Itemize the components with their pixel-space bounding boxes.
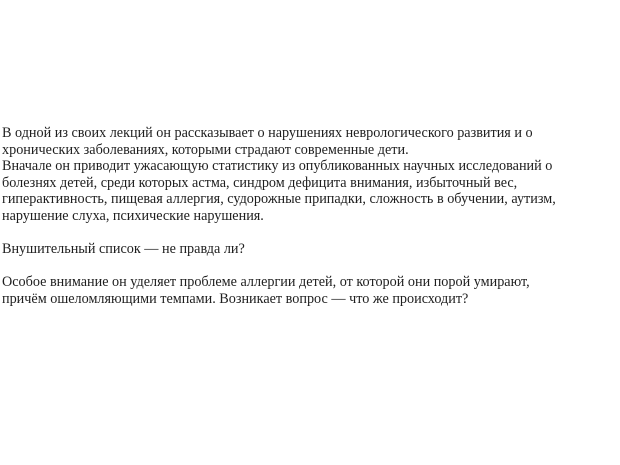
paragraph-2-line-1: Вначале он приводит ужасающую статистику из опубликованных научных исследований о [2, 158, 553, 175]
paragraph-1-line-2: хронических заболеваниях, которыми страдают современные дети. [2, 141, 409, 158]
paragraph-4-line-1: Особое внимание он уделяет проблеме аллергии детей, от которой они порой умирают, [2, 274, 530, 291]
document-body [2, 125, 614, 308]
paragraph-spacer [2, 258, 614, 275]
paragraph-spacer [2, 225, 614, 242]
paragraph-2-line-2: болезнях детей, среди которых астма, синдром дефицита внимания, избыточный вес, [2, 174, 518, 191]
paragraph-4-line-2: причём ошеломляющими темпами. Возникает вопрос — что же происходит? [2, 290, 469, 307]
paragraph-2-line-3: гиперактивность, пищевая аллергия, судорожные припадки, сложность в обучении, аутизм, [2, 191, 556, 208]
paragraph-2-line-4: нарушение слуха, психические нарушения. [2, 207, 264, 224]
paragraph-1-line-1: В одной из своих лекций он рассказывает о нарушениях неврологического развития и о [2, 125, 533, 141]
paragraph-3-line-1: Внушительный список — не правда ли? [2, 241, 245, 258]
